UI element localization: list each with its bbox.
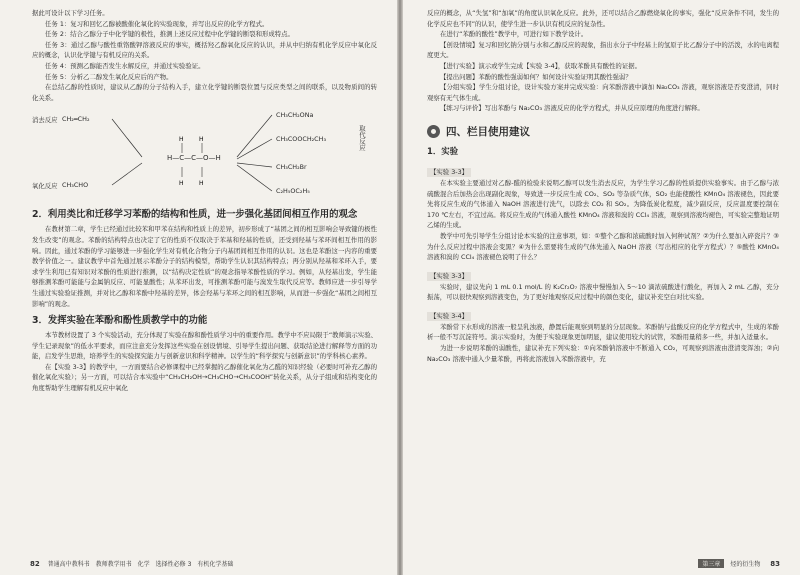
section-bullet-icon [427, 125, 440, 138]
ethanol-reaction-diagram [32, 105, 377, 203]
paragraph: 在教材第二章，学生已经通过比较苯和甲苯在结构和性质上的差异，初步形成了“基团之间的相互影响会导致键的极性发生改变”的观念。苯酚的结构特点也决定了它的性质不仅取决于苯基和羟基的性质，还受到羟基与苯环间相互作用的影响。因此，通过苯酚的学习能够进一步强化学生对有机化合物分子内基团间相互作用的认识。这也是苯酚这一内容的重要教学价值之一。建议教学中首先通过展示苯酚分子的结构模型，帮助学生认识其结构特点；再分别从羟基和苯环入手，要求学生利用已有知识对苯酚的性质进行推测，以“结构决定性质”的观念指导苯酚性质的学习。例如，从羟基出发，学生能够推测苯酚可能能与金属钠反应、可能显酸性；从苯环出发，可推测苯酚可能与溴发生取代反应等。教师应进一步引导学生通过实验验证推测，并对比乙醇和苯酚中羟基的差异，体会羟基与苯环之间的相互影响，从而进一步强化“基团之间相互影响”的观念。 [32, 225, 377, 308]
svg-text:H: H [179, 136, 184, 144]
paragraph: 【进行实验】演示或学生完成【实验 3-4】，获取苯酚具有酸性的证据。 [440, 61, 641, 70]
paragraph: 任务 5：分析乙二醇发生氧化反应后的产物。 [45, 72, 173, 81]
section-heading-2: 2．利用类比和迁移学习苯酚的结构和性质，进一步强化基团间相互作用的观念 [32, 209, 358, 221]
paragraph: 实验时，建议先向 1 mL 0.1 mol/L 的 K₂Cr₂O₇ 溶液中慢慢加入 5～10 滴浓硫酸进行酸化，再加入 2 mL 乙醇，充分振荡，可以很快观察到溶液变色，为了更好地观察反应过程中的颜色变化，建议补充空白对比实验。 [427, 282, 779, 302]
paragraph: 【提出问题】苯酚的酸性强弱如何？如何设计实验证明其酸性强弱？ [440, 72, 632, 81]
experiment-tag: 【实验 3-4】 [427, 312, 471, 321]
paragraph: 反应的概念，从“失氢”和“加氧”的角度认识氧化反应。此外，还可以结合乙醇燃烧氧化的事实，强化“反应条件不同，发生的化学反应也不同”的认识，使学生进一步认识有机反应的复杂性。 [427, 9, 779, 28]
page-number: 83 [770, 560, 780, 568]
acetaldehyde-formula: CH₃CHO [62, 181, 89, 190]
svg-text:H: H [179, 180, 184, 188]
book-title: 普通高中教科书 教师教学用书 化学 选择性必修 3 有机化学基础 [47, 561, 234, 568]
paragraph: 在进行“苯酚的酸性”教学中，可进行如下教学设计。 [440, 30, 588, 39]
paragraph: 任务 1：复习和回忆乙醇被酸催化氧化的实验现象，并写出反应的化学方程式。 [45, 19, 269, 28]
product-ethyl-acetate: CH₃COOCH₂CH₃ [276, 135, 327, 144]
left-page [0, 0, 397, 575]
svg-text:H: H [199, 136, 204, 144]
section-four-header [427, 124, 779, 139]
experiment-tag: 【实验 3-3】 [427, 272, 471, 281]
elimination-label: 消去反应 [32, 116, 58, 125]
product-bromoethane: CH₃CH₂Br [276, 163, 307, 172]
paragraph: 【练习与评价】写出苯酚与 Na₂CO₃ 溶液反应的化学方程式，并从反应原理的角度进行解释。 [440, 104, 704, 113]
subsection-heading: 1．实验 [427, 145, 458, 156]
svg-text:H: H [199, 180, 204, 188]
right-page [403, 0, 800, 575]
product-diethyl-ether: C₂H₅OC₂H₅ [276, 187, 310, 196]
section-title: 四、栏目使用建议 [446, 125, 530, 138]
left-page-content [32, 8, 377, 394]
ethylene-formula: CH₂═CH₂ [62, 115, 90, 124]
paragraph: 为进一步说明苯酚的弱酸性，建议补充下列实验：①向苯酚钠溶液中不断通入 CO₂，可观察到溶液由澄清变浑浊；②向 Na₂CO₃ 溶液中通入少量苯酚，再将此溶液加入苯酚溶液中，充 [427, 344, 779, 363]
paragraph: 苯酚常下水形成的溶液一般呈乳浊液，静置后能观察到明显的分层现象。苯酚钠与盐酸反应的化学方程式中，生成的苯酚析一般不写沉淀符号。演示实验时，为便于实验现象更加明显，建议使用较大的试管，苯酚用量稍多一些，并加入适量水。 [427, 322, 779, 342]
paragraph: 任务 3：通过乙醇与酸性重铬酸钾溶液反应的事实，概括羟乙醇氧化反应的认识，并从中归纳有机化学反应中氧化反应的概念，认识化学键与有机反应的关系。 [32, 40, 377, 60]
paragraph: 在总结乙醇的性质时，建议从乙醇的分子结构入手，建立化学键的断裂位置与反应类型之间的联系，以及物质间的转化关系。 [32, 83, 377, 102]
left-footer [30, 559, 233, 568]
section-heading-3: 3．发挥实验在苯酚和酚性质教学中的功能 [32, 315, 208, 327]
paragraph: 在【实验 3-3】的教学中，一方面要结合必修课程中已经掌握的乙醇催化氧化为乙醛的知识经验（必要时可补充乙醇的催化氧化实验）；另一方面，可以结合本实验中“CH₃CH₂OH→CH₃CHO→CH₃COOH”转化关系，从分子组成和结构变化的角度帮助学生理解有机反应中氧化 [32, 362, 377, 393]
paragraph: 在本实验主要通过对乙醇-醛的检验来说明乙醇可以发生消去反应，为学生学习乙醇的性质提供实验事实。由于乙醇与浓硫酸混合后加热会出现副化现象，导致进一步反应生成 CO₂、SO₂ 等杂质气体，SO₂ 也能使酸性 KMnO₄ 溶液褪色，因此要先将反应生成的气体通入 NaOH 溶液进行洗气，以除去 CO₂ 和 SO₂。为降低炭化程度，减少副反应，反应温度要控制在 170 ℃左右，不宜过高。将反应生成的气体通入酸性 KMnO₄ 溶液和溴的 CCl₄ 溶液，观察到溶液均褪色，可实验完整地证明乙烯的生成。 [427, 178, 779, 230]
product-sodium-ethoxide: CH₃CH₂ONa [276, 111, 314, 120]
chapter-title: 烃的衍生物 [730, 561, 761, 568]
paragraph: 【分组实验】学生分组讨论，设计实验方案并完成实验：向苯酚溶液中滴加 Na₂CO₃ 溶液，观察溶液是否变澄清，同时观察有无气体生成。 [427, 83, 779, 102]
paragraph: 任务 4：预测乙醇能否发生水解反应，并通过实验验证。 [45, 61, 205, 70]
page-number: 82 [30, 560, 40, 568]
right-footer [698, 559, 780, 568]
paragraph: 任务 2：结合乙醇分子中化学键的极性，推测上述反应过程中化学键的断裂和形成特点。 [45, 30, 294, 39]
paragraph: 据此可设计以下学习任务。 [32, 9, 109, 17]
substitution-label: 取代反应 [358, 125, 366, 151]
oxidation-label: 氧化反应 [32, 182, 58, 191]
experiment-tag: 【实验 3-3】 [427, 168, 471, 177]
paragraph: 【创设情境】复习和回忆钠分别与水和乙醇反应的现象，指出水分子中羟基上的氢原子比乙醇分子中的活泼，水的电离程度更大。 [427, 40, 779, 60]
paragraph: 本节教材设置了 3 个实验活动，充分体现了实验在醇和酚性质学习中的重要作用。教学中不应局限于“教师演示实验、学生记录现象”的低水平要求，而应注意充分发挥这些实验在创设情境、引导学生提出问题、获取结论进行解释等方面的功能，启发学生思维，培养学生的实验探究能力与创新意识和科学精神。以学生的“科学探究与创新意识”的学科核心素养。 [32, 331, 377, 361]
right-page-content [427, 8, 779, 364]
paragraph: 教学中可先引导学生分组讨论本实验的注意事项，如：①整个乙醇和浓硫酸时加入何种试剂？②为什么要加入碎瓷片？③为什么反应过程中溶液会变黑？④为什么需要将生成的气体先通入 NaOH 溶液（写出相应的化学方程式）？⑤酸性 KMnO₄ 溶液和溴的 CCl₄ 溶液褪色说明了什么？ [427, 231, 779, 262]
ethanol-structure: H—C—C—O—H [167, 154, 221, 163]
chapter-label: 第三章 [698, 559, 724, 568]
